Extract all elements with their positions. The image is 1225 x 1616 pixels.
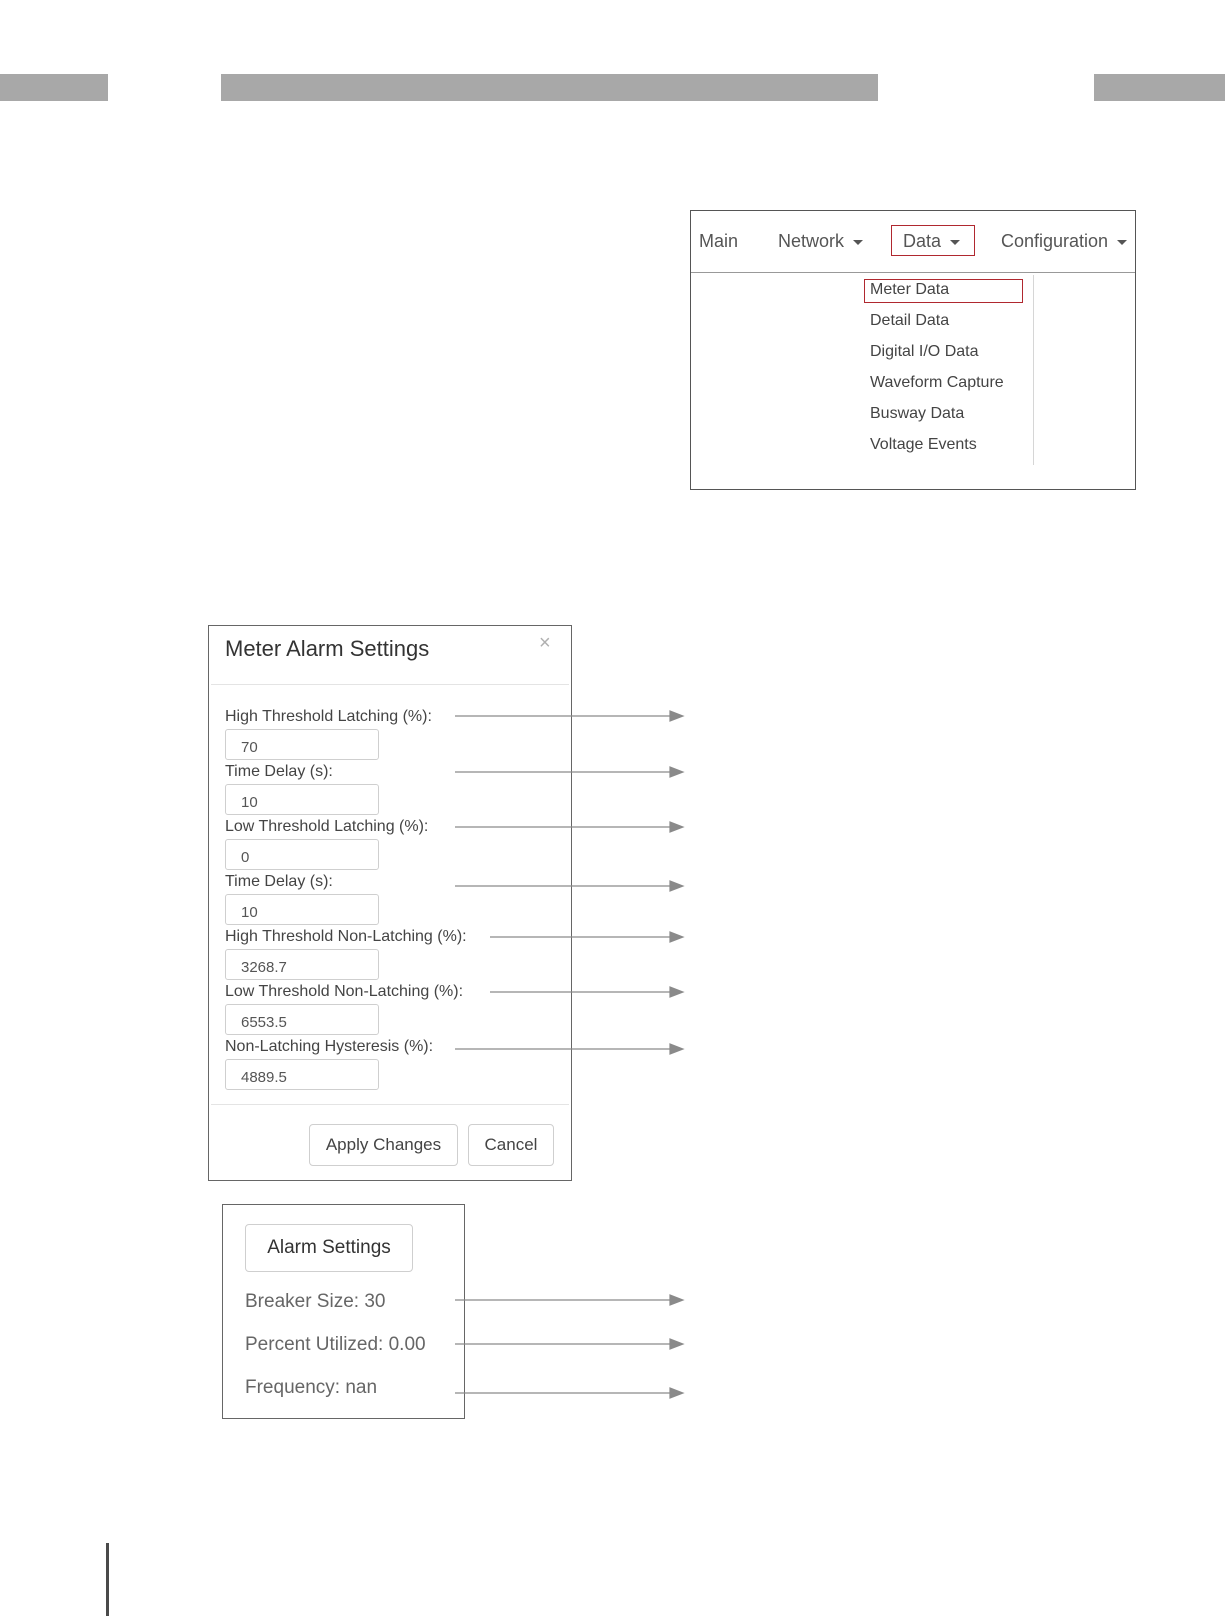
low-threshold-non-latching-input[interactable] [225,1004,379,1035]
modal-title: Meter Alarm Settings [225,636,430,661]
page-margin-line [106,1543,109,1616]
caret-down-icon [853,240,863,245]
header-bar-right [1094,74,1225,101]
field-label-time-delay-high: Time Delay (s): [225,763,333,780]
modal-header-divider [211,684,569,685]
arrow-head-icon [670,1044,683,1054]
field-label-non-latching-hysteresis: Non-Latching Hysteresis (%): [225,1038,434,1055]
field-label-high-threshold-non-latching: High Threshold Non-Latching (%): [225,928,467,945]
status-panel [222,1204,465,1419]
nav-item-data-label: Data [903,231,942,251]
percent-utilized-text: Percent Utilized: 0.00 [245,1334,426,1355]
menu-item-waveform-capture[interactable]: Waveform Capture [870,374,1004,391]
nav-item-network-label: Network [778,231,845,251]
non-latching-hysteresis-input[interactable] [225,1059,379,1090]
alarm-settings-button[interactable]: Alarm Settings [245,1224,413,1272]
time-delay-low-input[interactable] [225,894,379,925]
field-label-low-threshold-latching: Low Threshold Latching (%): [225,818,429,835]
modal-footer-divider [211,1104,569,1105]
menu-item-meter-data[interactable]: Meter Data [870,281,950,298]
arrow-head-icon [670,1388,683,1398]
caret-down-icon [1117,240,1127,245]
arrow-head-icon [670,932,683,942]
field-label-time-delay-low: Time Delay (s): [225,873,333,890]
arrow-head-icon [670,1295,683,1305]
nav-item-network[interactable] [778,231,863,252]
arrow-head-icon [670,767,683,777]
breaker-size-text: Breaker Size: 30 [245,1291,386,1312]
frequency-text: Frequency: nan [245,1377,378,1398]
menu-item-detail-data[interactable]: Detail Data [870,312,950,329]
menu-item-voltage-events[interactable]: Voltage Events [870,436,977,453]
high-threshold-non-latching-input[interactable] [225,949,379,980]
nav-item-data[interactable] [903,231,960,252]
arrow-head-icon [670,987,683,997]
time-delay-high-input[interactable] [225,784,379,815]
meter-alarm-settings-modal [208,625,572,1181]
arrow-head-icon [670,711,683,721]
header-bar-left [0,74,108,101]
menu-item-busway-data[interactable]: Busway Data [870,405,965,422]
menu-divider [1033,275,1034,465]
high-threshold-latching-input[interactable] [225,729,379,760]
apply-changes-button[interactable]: Apply Changes [309,1124,458,1166]
cancel-button[interactable]: Cancel [468,1124,554,1166]
nav-item-configuration-label: Configuration [1001,231,1109,251]
nav-screenshot [690,210,1136,490]
close-icon[interactable]: × [539,632,551,654]
arrow-head-icon [670,822,683,832]
field-label-high-threshold-latching: High Threshold Latching (%): [225,708,432,725]
menu-item-digital-io-data[interactable]: Digital I/O Data [870,343,979,360]
nav-item-configuration[interactable] [1001,231,1127,252]
arrow-head-icon [670,1339,683,1349]
nav-item-main[interactable]: Main [699,231,739,251]
header-bar-center [221,74,878,101]
field-label-low-threshold-non-latching: Low Threshold Non-Latching (%): [225,983,464,1000]
low-threshold-latching-input[interactable] [225,839,379,870]
nav-bar [691,211,1136,273]
caret-down-icon [950,240,960,245]
arrow-head-icon [670,881,683,891]
